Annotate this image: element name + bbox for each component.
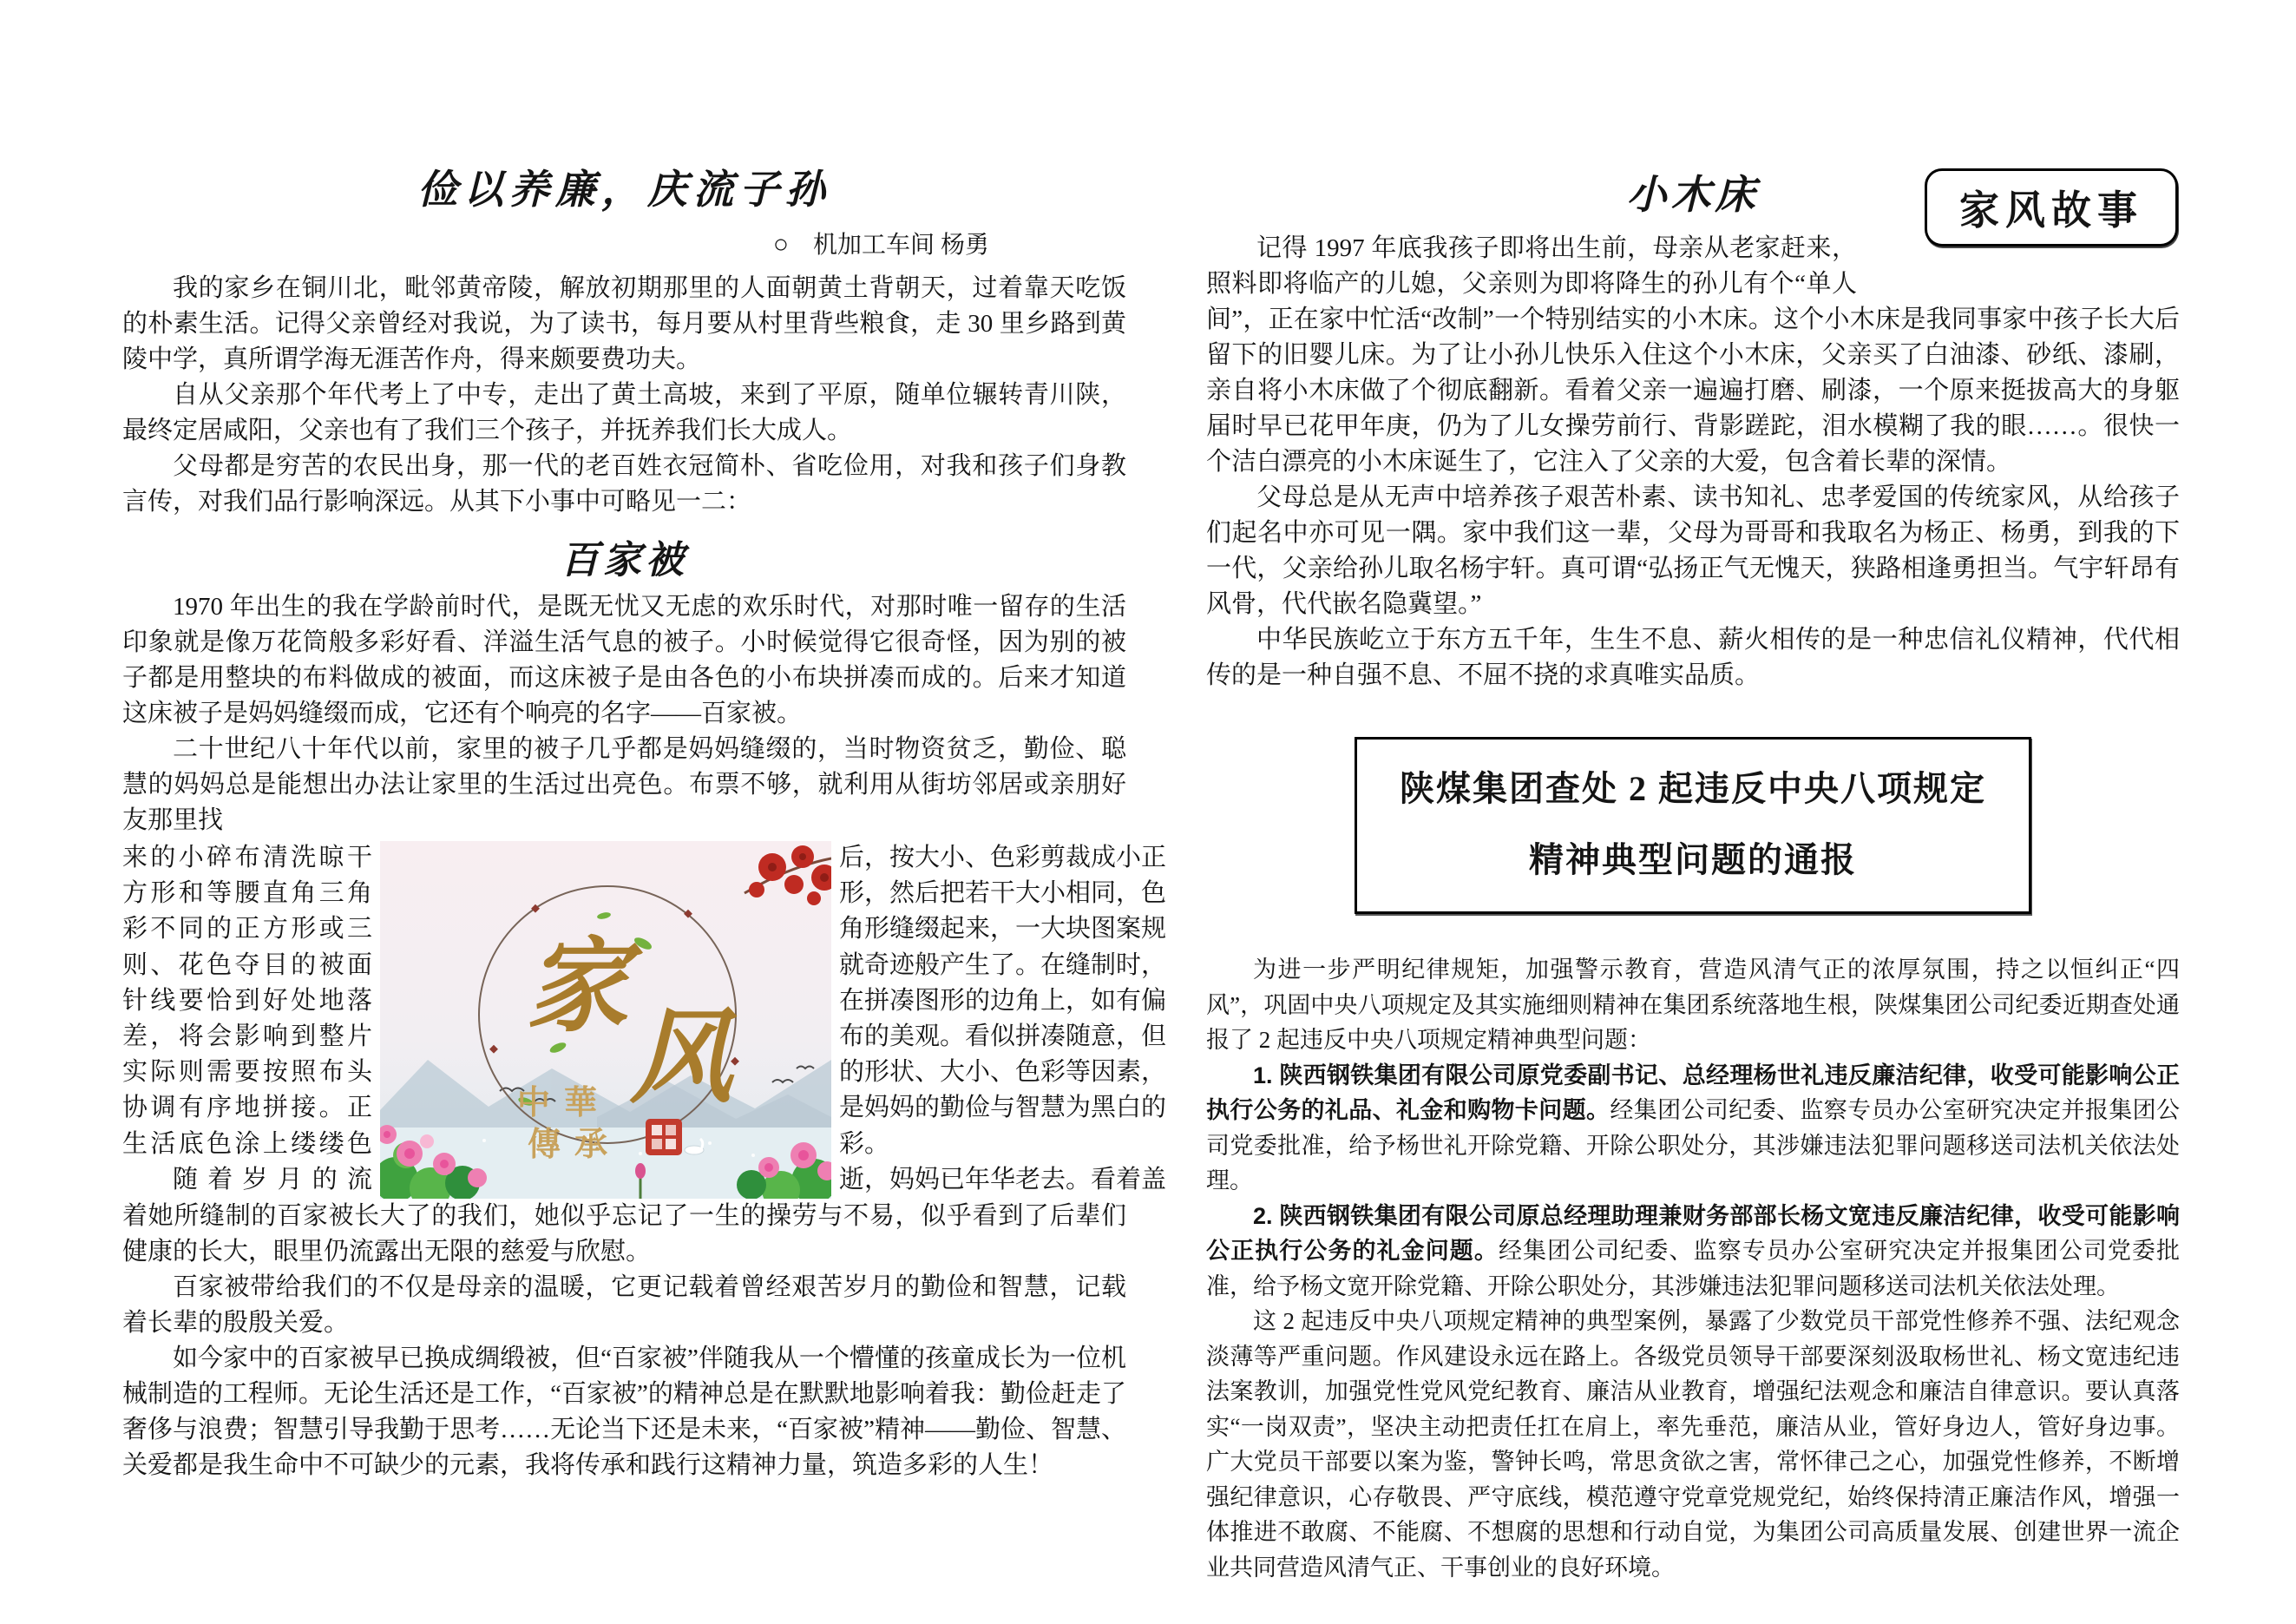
wrap-line: 形，然后把若干大小相同，色 bbox=[839, 879, 1167, 908]
wrap-text-left bbox=[122, 840, 372, 1198]
svg-text:家: 家 bbox=[526, 925, 629, 1046]
notice-title-box bbox=[1355, 737, 2031, 914]
notice-items bbox=[1206, 1058, 2180, 1305]
svg-text:中華: 中華 bbox=[517, 1082, 612, 1121]
notice-body bbox=[1206, 952, 2180, 1585]
notice-item bbox=[1206, 1199, 2180, 1305]
notice-intro: 为进一步严明纪律规矩，加强警示教育，营造风清气正的浓厚氛围，持之以恒纠正“四风”，巩固中央八项规定及其实施细则精神在集团系统落地生根，陕煤集团公司纪委近期查处通报了 2 起违反中央八项规定精神典型问题： bbox=[1206, 957, 2180, 1053]
family-tradition-artwork bbox=[380, 841, 831, 1199]
paragraph: 父母总是从无声中培养孩子艰苦朴素、读书知礼、忠孝爱国的传统家风，从给孩子们起名中亦可见一隅。家中我们这一辈，父母为哥哥和我取名为杨正、杨勇，到我的下一代，父亲给孙儿取名杨宇轩。真可谓“弘扬正气无愧天，狭路相逢勇担当。气宇轩昂有风骨，代代嵌名隐冀望。” bbox=[1206, 483, 2180, 618]
paragraph: 如今家中的百家被早已换成绸缎被，但“百家被”伴随我从一个懵懂的孩童成长为一位机械制造的工程师。无论生活还是工作，“百家被”的精神总是在默默地影响着我：勤俭赶走了奢侈与浪费；智慧引导我勤于思考……无论当下还是未来，“百家被”精神——勤俭、智慧、关爱都是我生命中不可缺少的元素，我将传承和践行这精神力量，筑造多彩的人生！ bbox=[122, 1345, 1126, 1479]
paragraph: 自从父亲那个年代考上了中专，走出了黄土高坡，来到了平原，随单位辗转青川陕，最终定居咸阳，父亲也有了我们三个孩子，并抚养我们长大成人。 bbox=[122, 381, 1126, 444]
wrap-line: 彩不同的正方形或三 bbox=[122, 915, 372, 943]
notice-item-lead: 1. 陕西钢铁集团有限公司原党委副书记、总经理杨世礼违反廉洁纪律，收受可能影响公正执行公务的礼品、礼金和购物卡问题。 bbox=[1206, 1062, 2180, 1123]
intro-paragraphs bbox=[122, 271, 1126, 520]
wrap-line: 是妈妈的勤俭与智慧为黑白的 bbox=[839, 1094, 1167, 1122]
notice-title-line2: 精神典型问题的通报 bbox=[1529, 840, 1857, 879]
wrap-line: 就奇迹般产生了。在缝制时， bbox=[839, 950, 1167, 979]
byline bbox=[122, 226, 1126, 260]
wrap-line: 彩。 bbox=[839, 1129, 890, 1158]
wrap-line: 的形状、大小、色彩等因素， bbox=[839, 1058, 1167, 1087]
notice-conclusion: 这 2 起违反中央八项规定精神的典型案例，暴露了少数党员干部党性修养不强、法纪观念淡薄等严重问题。作风建设永远在路上。各级党员领导干部要深刻汲取杨世礼、杨文宽违纪违法案教训，加强党性党风党纪教育、廉洁从业教育，增强纪法观念和廉洁自律意识。要认真落实“一岗双责”，坚决主动把责任扛在肩上，率先垂范，廉洁从业，管好身边人，管好身边事。广大党员干部要以案为鉴，警钟长鸣，常思贪欲之害，常怀律己之心，加强党性修养，不断增强纪律意识，心存敬畏、严守底线，模范遵守党章党规党纪，始终保持清正廉洁作风，增强一体推进不敢腐、不能腐、不想腐的思想和行动自觉，为集团公司高质量发展、创建世界一流企业共同营造风清气正、干事创业的良好环境。 bbox=[1206, 1308, 2180, 1581]
notice-item-body: 经集团公司纪委、监察专员办公室研究决定并报集团公司党委批准，给予杨世礼开除党籍、开除公职处分，其涉嫌违法犯罪问题移送司法机关依法处理。 bbox=[1206, 1097, 2180, 1193]
notice-item-lead: 2. 陕西钢铁集团有限公司原总经理助理兼财务部部长杨文宽违反廉洁纪律，收受可能影响公正执行公务的礼金问题。 bbox=[1206, 1202, 2180, 1264]
paragraph: 着她所缝制的百家被长大了的我们，她似乎忘记了一生的操劳与不易，似乎看到了后辈们健康的长大，眼里仍流露出无限的慈爱与欣慰。 bbox=[122, 1202, 1126, 1266]
seal-icon bbox=[646, 1119, 682, 1155]
photo-wrap-section bbox=[122, 840, 1167, 1199]
article-title-right: 小木床 bbox=[1626, 173, 1760, 217]
section-paragraphs bbox=[122, 589, 1126, 838]
wrap-line: 协调有序地拼接。正 bbox=[122, 1094, 372, 1122]
byline-circle-icon: ○ bbox=[772, 230, 789, 259]
paragraph: 父母都是穷苦的农民出身，那一代的老百姓衣冠简朴、省吃俭用，对我和孩子们身教言传，对我们品行影响深远。从其下小事中可略见一二： bbox=[122, 452, 1126, 516]
wrap-line: 布的美观。看似拼凑随意，但 bbox=[839, 1022, 1167, 1050]
paragraph: 1970 年出生的我在学龄前时代，是既无忧又无虑的欢乐时代，对那时唯一留存的生活印象就是像万花筒般多彩好看、洋溢生活气息的被子。小时候觉得它很奇怪，因为别的被子都是用整块的布料做成的被面，而这床被子是由各色的小布块拼凑而成的。后来才知道这床被子是妈妈缝缀而成，它还有个响亮的名字——百家被。 bbox=[122, 593, 1126, 727]
lotus-bud bbox=[635, 1163, 646, 1179]
section-title: 百家被 bbox=[561, 539, 688, 582]
left-page bbox=[122, 0, 1167, 1483]
notice-item bbox=[1206, 1058, 2180, 1199]
wrap-line: 在拼凑图形的边角上，如有偏 bbox=[839, 986, 1167, 1015]
badge-label: 家风故事 bbox=[1959, 188, 2143, 233]
paragraph: 二十世纪八十年代以前，家里的被子几乎都是妈妈缝缀的，当时物资贫乏，勤俭、聪慧的妈妈总是能想出办法让家里的生活过出亮色。布票不够，就利用从街坊邻居或亲朋好友那里找 bbox=[122, 735, 1126, 834]
byline-author: 机加工车间 杨勇 bbox=[812, 232, 989, 259]
wrap-line: 针线要恰到好处地落 bbox=[122, 986, 372, 1015]
right-page bbox=[1206, 0, 2180, 1585]
wrap-text-right bbox=[839, 840, 1167, 1198]
closing-paragraphs bbox=[122, 1199, 1126, 1483]
paragraph: 中华民族屹立于东方五千年，生生不息、薪火相传的是一种忠信礼仪精神，代代相传的是一种自强不息、不屈不挠的求真唯实品质。 bbox=[1206, 626, 2180, 689]
wrap-line: 生活底色涂上缕缕色 bbox=[122, 1129, 372, 1158]
wrap-line: 来的小碎布清洗晾干 bbox=[122, 844, 372, 871]
svg-text:傳承: 傳承 bbox=[528, 1124, 622, 1163]
notice-item-body: 经集团公司纪委、监察专员办公室研究决定并报集团公司党委批准，给予杨文宽开除党籍、开除公职处分，其涉嫌违法犯罪问题移送司法机关依法处理。 bbox=[1206, 1238, 2181, 1299]
wrap-line: 差，将会影响到整片 bbox=[122, 1022, 372, 1050]
wrap-line: 方形和等腰直角三角 bbox=[122, 879, 372, 908]
wrap-line: 逝，妈妈已年华老去。看着盖 bbox=[839, 1165, 1167, 1193]
wrap-line: 后，按大小、色彩剪裁成小正 bbox=[839, 844, 1167, 871]
wrap-line: 实际则需要按照布头 bbox=[122, 1058, 372, 1087]
notice-title-line1: 陕煤集团查处 2 起违反中央八项规定 bbox=[1400, 769, 1986, 808]
right-paragraphs bbox=[1206, 480, 2180, 694]
paragraph: 我的家乡在铜川北，毗邻黄帝陵，解放初期那里的人面朝黄土背朝天，过着靠天吃饭的朴素生活。记得父亲曾经对我说，为了读书，每月要从村里背些粮食，走 30 里乡路到黄陵中学，真所谓学海无涯苦作舟，得来颇要费功夫。 bbox=[122, 274, 1126, 373]
article-title: 俭以养廉，庆流子孙 bbox=[417, 168, 831, 212]
column-badge bbox=[1925, 168, 2178, 247]
svg-text:风: 风 bbox=[630, 996, 733, 1117]
paragraph bbox=[1206, 231, 2180, 480]
wrap-line: 角形缝缀起来，一大块图案规 bbox=[839, 915, 1167, 943]
wrap-line: 则、花色夺目的被面 bbox=[122, 950, 372, 979]
wrap-line: 随着岁月的流 bbox=[173, 1165, 372, 1193]
artwork-canvas bbox=[380, 841, 831, 1199]
paragraph: 百家被带给我们的不仅是母亲的温暖，它更记载着曾经艰苦岁月的勤俭和智慧，记载着长辈的殷殷关爱。 bbox=[122, 1273, 1126, 1337]
paragraph-text: 记得 1997 年底我孩子即将出生前，母亲从老家赶来，照料即将临产的儿媳，父亲则为即将降生的孙儿有个“单人间”，正在家中忙活“改制”一个特别结实的小木床。这个小木床是我同事家中孩子长大后留下的旧婴儿床。为了让小孙儿快乐入住这个小木床，父亲买了白油漆、砂纸、漆刷，亲自将小木床做了个彻底翻新。看着父亲一遍遍打磨、刷漆，一个原来挺拔高大的身躯届时早已花甲年庚，仍为了儿女操劳前行、背影蹉跎，泪水模糊了我的眼……。很快一个洁白漂亮的小木床诞生了，它注入了父亲的大爱，包含着长辈的深情。 bbox=[1206, 234, 2180, 476]
